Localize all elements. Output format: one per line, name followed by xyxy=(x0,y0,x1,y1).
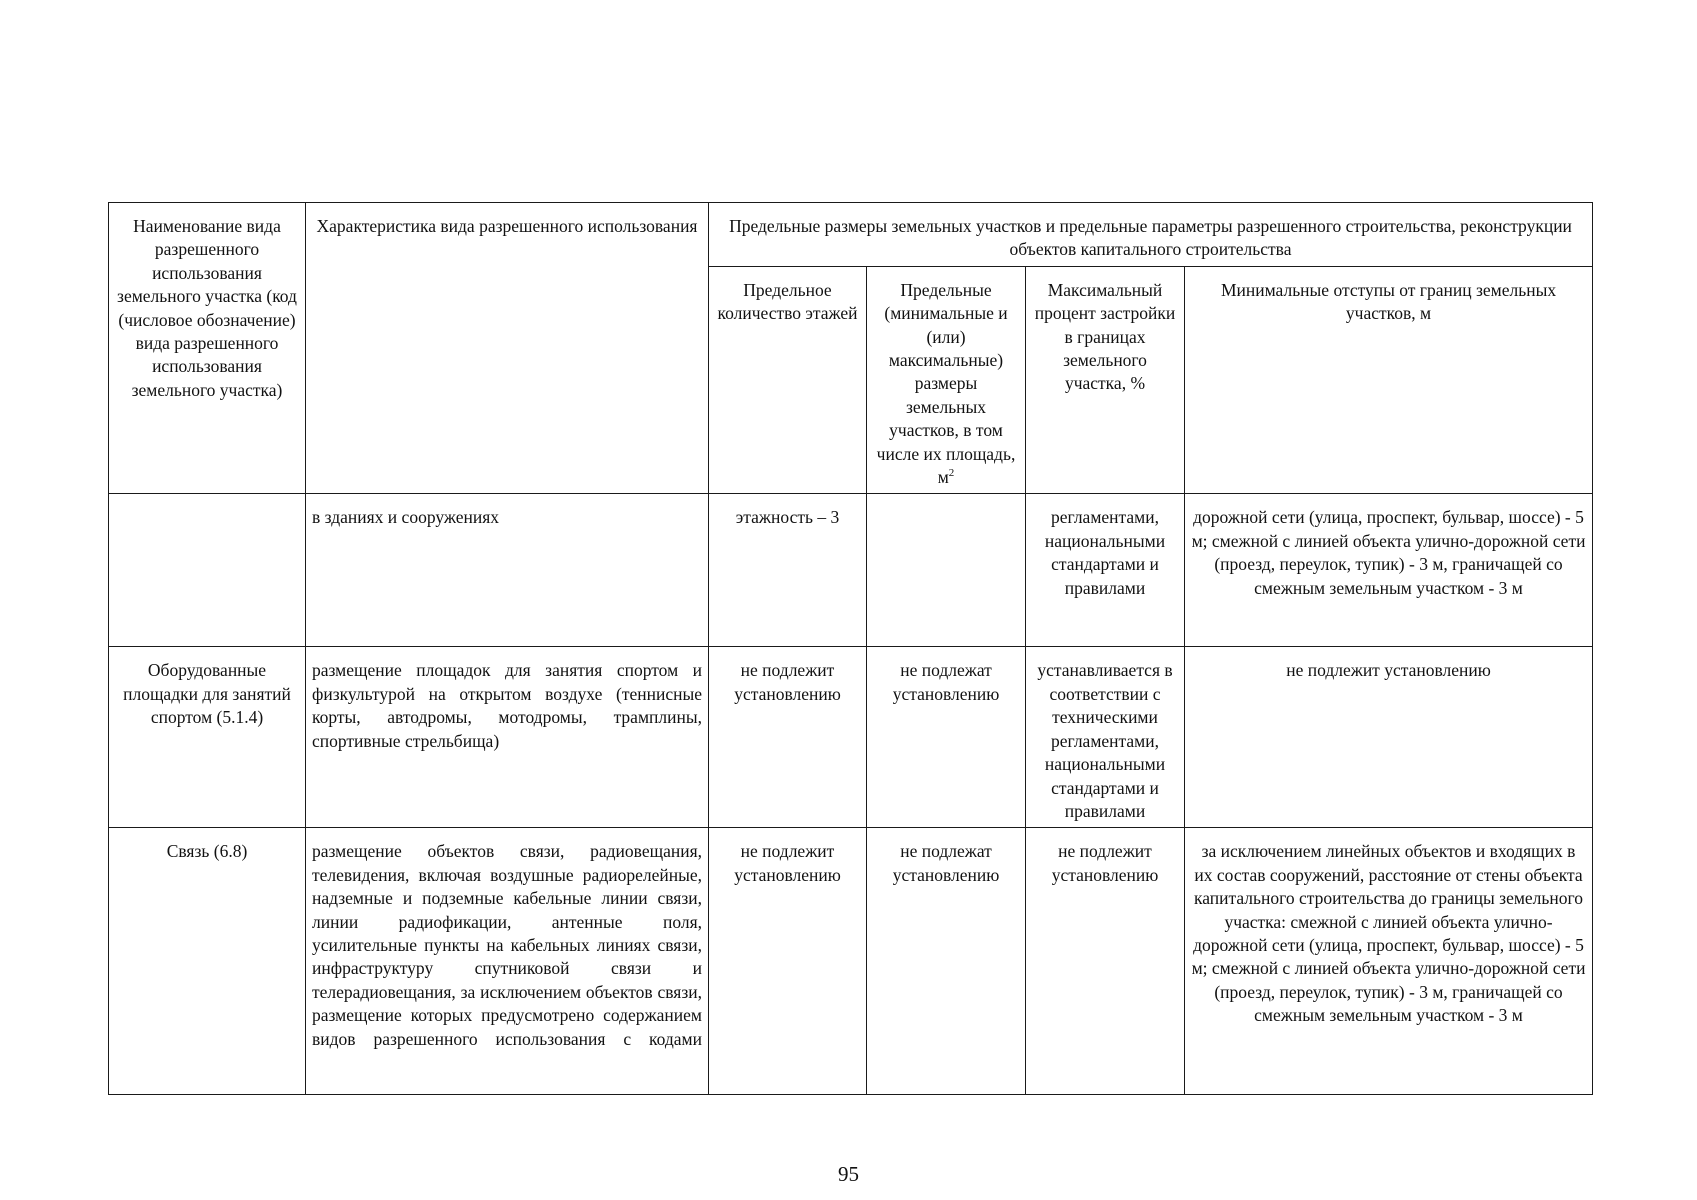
row-floors-cell: этажность – 3 xyxy=(709,494,867,647)
subheader-size-superscript: 2 xyxy=(948,467,955,480)
table-row xyxy=(109,828,1593,1095)
header-name-cell xyxy=(109,203,306,494)
row-name-cell xyxy=(109,494,306,647)
subheader-floors-text: Предельное количество этажей xyxy=(717,279,858,324)
table-row xyxy=(109,494,1593,647)
table-header-row xyxy=(109,203,1593,267)
row-setback-cell: дорожной сети (улица, проспект, бульвар, шоссе) - 5 м; смежной с линией объекта улично-дорожной сети (проезд, переулок, тупик) - 3 м, граничащей со смежным земельным участком - 3 м xyxy=(1185,494,1593,647)
row-percent-cell: не подлежит установлению xyxy=(1026,828,1185,1095)
row-characteristic-cell: в зданиях и сооружениях xyxy=(306,494,709,647)
row-name-cell: Связь (6.8) xyxy=(109,828,306,1095)
row-percent-cell: устанавливается в соответствии с техническими регламентами, национальными стандартами и правилами xyxy=(1026,647,1185,828)
row-size-cell: не подлежат установлению xyxy=(867,828,1026,1095)
row-percent-cell: регламентами, национальными стандартами и правилами xyxy=(1026,494,1185,647)
row-size-cell: не подлежат установлению xyxy=(867,647,1026,828)
subheader-setback-text: Минимальные отступы от границ земельных участков, м xyxy=(1220,279,1557,324)
regulations-table xyxy=(108,202,1593,1095)
header-params-cell xyxy=(709,203,1593,267)
row-setback-cell: за исключением линейных объектов и входящих в их состав сооружений, расстояние от стены объекта капитального строительства до границы земельного участка: смежной с линией объекта улично-дорожной сети (улица, проспект, бульвар, шоссе) - 5 м; смежной с линией объекта улично-дорожной сети (проезд, переулок, тупик) - 3 м, граничащей со смежным земельным участком - 3 м xyxy=(1185,828,1593,1095)
header-characteristic-text: Характеристика вида разрешенного использования xyxy=(316,216,698,236)
subheader-percent-cell xyxy=(1026,266,1185,494)
table-row xyxy=(109,647,1593,828)
page-number: 95 xyxy=(838,1162,859,1186)
row-name-cell: Оборудованные площадки для занятий спортом (5.1.4) xyxy=(109,647,306,828)
subheader-size-cell xyxy=(867,266,1026,494)
header-name-text: Наименование вида разрешенного использования земельного участка (код (числовое обозначение) вида разрешенного использования земельного участка) xyxy=(117,216,297,400)
row-floors-cell: не подлежит установлению xyxy=(709,647,867,828)
row-characteristic-cell: размещение объектов связи, радиовещания, телевидения, включая воздушные радиорелейные, надземные и подземные кабельные линии связи, линии радиофикации, антенные поля, усилительные пункты на кабельных линиях связи, инфраструктуру спутниковой связи и телерадиовещания, за исключением объектов связи, размещение которых предусмотрено содержанием видов разрешенного использования с кодами xyxy=(306,828,709,1095)
row-setback-cell: не подлежит установлению xyxy=(1185,647,1593,828)
subheader-floors-cell xyxy=(709,266,867,494)
row-characteristic-cell: размещение площадок для занятия спортом и физкультурой на открытом воздухе (теннисные корты, автодромы, мотодромы, трамплины, спортивные стрельбища) xyxy=(306,647,709,828)
subheader-setback-cell xyxy=(1185,266,1593,494)
header-characteristic-cell xyxy=(306,203,709,494)
subheader-size-text: Предельные (минимальные и (или) максимальные) размеры земельных участков, в том числе их площадь, м xyxy=(876,279,1016,488)
row-floors-cell: не подлежит установлению xyxy=(709,828,867,1095)
row-size-cell xyxy=(867,494,1026,647)
header-params-text: Предельные размеры земельных участков и предельные параметры разрешенного строительства, реконструкции объектов капитального строительства xyxy=(729,216,1572,260)
subheader-percent-text: Максимальный процент застройки в границах земельного участка, % xyxy=(1034,279,1176,394)
